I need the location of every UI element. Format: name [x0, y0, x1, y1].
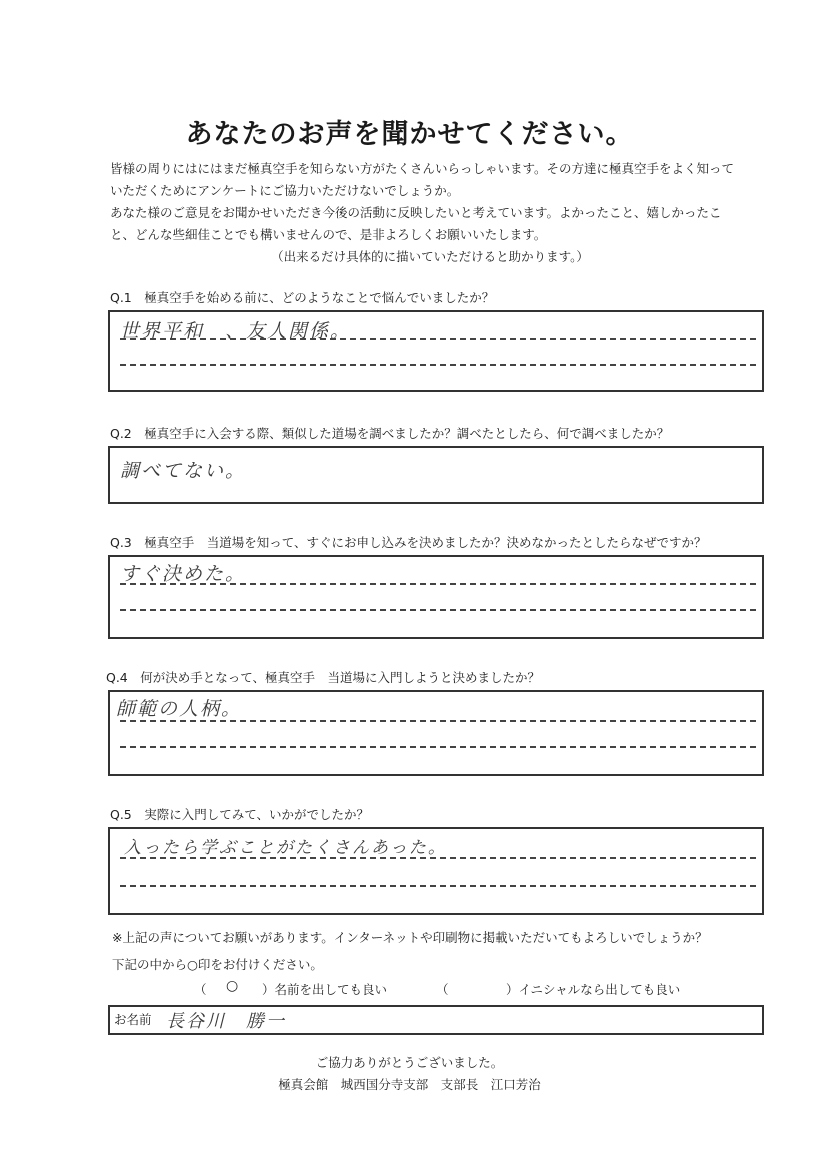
question-5-answer: 入ったら学ぶことがたくさんあった。: [124, 838, 447, 858]
page-title: あなたのお声を聞かせてください。: [185, 119, 634, 150]
answer-line: [120, 338, 756, 340]
intro-line-5: （出来るだけ具体的に描いていただけると助かります。）: [271, 249, 589, 264]
option-2-label[interactable]: ）イニシャルなら出しても良い: [506, 982, 681, 997]
footer-thanks: ご協力ありがとうございました。: [315, 1055, 504, 1070]
answer-line: [120, 609, 756, 611]
intro-text: [110, 158, 750, 268]
answer-line: [120, 857, 756, 859]
name-field-box: [108, 1005, 764, 1035]
question-2-answer-box: [108, 446, 764, 504]
question-3-answer: すぐ決めた。: [120, 563, 247, 585]
answer-line: [120, 720, 756, 722]
permission-instruction: 下記の中から○印をお付けください。: [112, 957, 323, 972]
intro-line-4: と、どんな些細佳ことでも構いませんので、是非よろしくお願いいたします。: [110, 227, 547, 242]
name-field-value: 長谷川 勝一: [166, 1011, 286, 1032]
answer-line: [120, 885, 756, 887]
option-1-circle-mark: ○: [226, 978, 239, 994]
footer-organization: 極真会館 城西国分寺支部 支部長 江口芳治: [278, 1077, 541, 1092]
permission-request: ※上記の声についてお願いがあります。インターネットや印刷物に掲載いただいてもよろしいでしょうか？: [112, 930, 708, 945]
option-2-open-paren: （: [436, 982, 449, 997]
question-4-label: Q.4 何が決め手となって、極真空手 当道場に入門しようと決めましたか？: [106, 670, 541, 685]
option-1-open-paren: （: [194, 982, 207, 997]
question-4-answer: 師範の人柄。: [116, 698, 243, 720]
question-3-answer-box: [108, 555, 764, 639]
question-1-label: Q.1 極真空手を始める前に、どのようなことで悩んでいましたか？: [110, 290, 495, 305]
footer: [0, 1052, 819, 1096]
question-4-answer-box: [108, 690, 764, 776]
question-2-label: Q.2 極真空手に入会する際、類似した道場を調べましたか？調べたとしたら、何で調べましたか？: [110, 426, 670, 441]
question-5-answer-box: [108, 827, 764, 915]
question-3-label: Q.3 極真空手 当道場を知って、すぐにお申し込みを決めましたか？決めなかったとしたらなぜですか？: [110, 535, 707, 550]
option-1-label[interactable]: ）名前を出しても良い: [262, 982, 388, 997]
name-field-label: お名前: [114, 1012, 152, 1027]
intro-line-1: 皆様の周りにはにはまだ極真空手を知らない方がたくさんいらっしゃいます。その方達に極真空手をよく知って: [110, 161, 735, 176]
question-1-answer-box: [108, 310, 764, 392]
question-1-answer: 世界平和 、友人関係。: [120, 320, 352, 342]
answer-line: [120, 746, 756, 748]
answer-line: [120, 364, 756, 366]
question-2-answer: 調べてない。: [120, 460, 247, 482]
answer-line: [120, 583, 756, 585]
intro-line-3: あなた様のご意見をお聞かせいただき今後の活動に反映したいと考えています。よかったこと、嬉しかったこ: [110, 205, 722, 220]
intro-line-2: いただくためにアンケートにご協力いただけないでしょうか。: [110, 183, 460, 198]
question-5-label: Q.5 実際に入門してみて、いかがでしたか？: [110, 807, 370, 822]
permission-options: [194, 980, 754, 1000]
